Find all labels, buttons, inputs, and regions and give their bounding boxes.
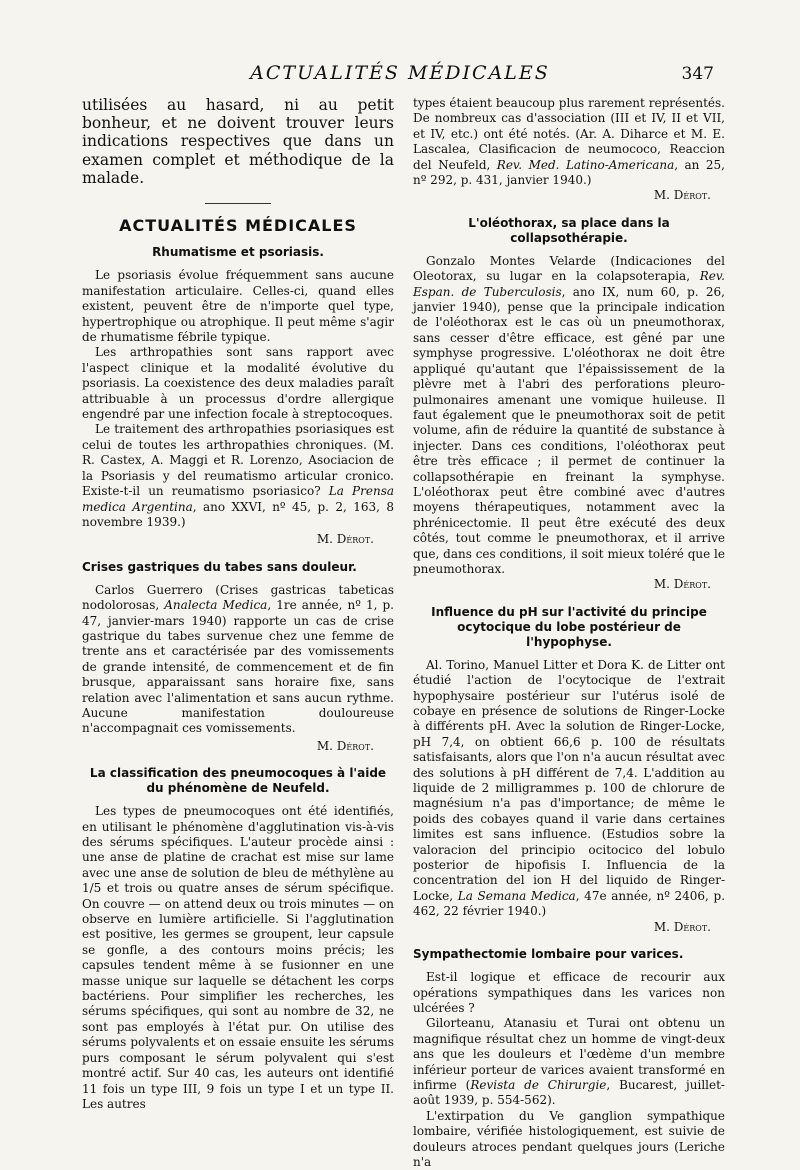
reference-text: , an 25, nº 292, p. 431, janvier 1940.) xyxy=(413,157,725,188)
signature: M. Dérot. xyxy=(316,738,374,753)
article-title-pneumocoques: La classification des pneumocoques à l'aide du phénomène de Neufeld. xyxy=(89,766,387,796)
lead-text: utilisées au hasard, ni au petit bonheur, et ne doivent trouver leurs indications respectives que dans un examen complet et méthodique de la malade. xyxy=(82,96,394,187)
article-paragraph xyxy=(413,658,725,920)
signature: M. Dérot. xyxy=(653,188,711,203)
paragraph-text: types étaient beaucoup plus rarement représentés. De nombreux cas d'association (III et IV, II et VII, et IV, etc.) ont été notés. (Ar. A. Diharce et M. E. Lascalea, Clasificacion de neumococo, Reaccion del Neufeld, xyxy=(413,96,725,172)
page-number: 347 xyxy=(681,64,714,84)
signature: M. Dérot. xyxy=(653,577,711,592)
article-title-oleothorax: L'oléothorax, sa place dans la collapsothérapie. xyxy=(468,215,670,245)
article-title-influence-ph: Influence du pH sur l'activité du principe ocytocique du lobe postérieur de l'hypophyse. xyxy=(431,604,707,649)
journal-name: Analecta Medica xyxy=(164,598,268,613)
article-paragraph: Les types de pneumocoques ont été identifiés, en utilisant le phénomène d'agglutination vis-à-vis des sérums spécifiques. L'auteur procède ainsi : une anse de platine de crachat est mise sur lame avec une anse de solution de bleu de méthylène au 1/5 et trois ou quatre anses de sérum spécifique. On couvre — on attend deux ou trois minutes — on observe en lumière artificielle. Si l'agglutination est positive, les germes se groupent, leur capsule se gonfle, a des contours moins précis; les capsules tendent même à se fusionner en une masse unique sur laquelle se détachent les corps bactériens. Pour simplifier les recherches, les sérums spécifiques, qui sont au nombre de 32, ne sont pas employés à l'état pur. On utilise des sérums polyvalents et on essaie ensuite les sérums purs composant le sérum polyvalent qui s'est montré actif. Sur 40 cas, les auteurs ont identifié 11 fois un type III, 9 fois un type I et un type II. Les autres xyxy=(82,804,394,1111)
journal-name: Rev. Espan. de Tuberculosis xyxy=(413,269,725,299)
running-head xyxy=(0,60,800,90)
section-title: ACTUALITÉS MÉDICALES xyxy=(119,216,357,236)
reference-text: , ano XXVI, nº 45, p. 2, 163, 8 novembre 1939.) xyxy=(82,499,394,529)
right-column xyxy=(413,96,725,1170)
reference-text: , Bucarest, juillet-août 1939, p. 554-562). xyxy=(413,1077,725,1108)
reference-text: , 47e année, nº 2406, p. 462, 22 février 1940.) xyxy=(413,888,726,919)
article-paragraph xyxy=(82,422,394,530)
paragraph-text: Carlos Guerrero (Crises gastricas tabeticas nodolorosas, xyxy=(82,582,394,613)
journal-name: La Prensa medica Argentina xyxy=(82,484,394,514)
article-paragraph: Le psoriasis évolue fréquemment sans aucune manifestation articulaire. Celles-ci, quand elles existent, peuvent être de n'importe quel type, hypertrophique ou atrophique. Il peut même s'agir de rhumatisme fébrile typique. xyxy=(82,268,394,345)
article-paragraph xyxy=(413,254,725,578)
reference-text: , ano IX, num 60, p. 26, janvier 1940), pense que la principale indication de l'oléothorax est le cas où un pneumothorax, sans cesser d'être efficace, est gêné par une symphyse progressive. L'oléothorax ne doit être appliqué qu'autant que l'épaississement de la plèvre met à l'abri des perforations pleuro-pulmonaires amenant une vomique huileuse. Il faut également que le pneumothorax soit de petit volume, afin de réduire la quantité de substance à injecter. Dans ces conditions, l'oléothorax peut être très efficace ; il permet de continuer la collapsothérapie en freinant la symphyse. L'oléothorax peut être combiné avec d'autres moyens thérapeutiques, notamment avec la phrénicectomie. Il peut être exécuté des deux côtés, tout comme le pneumothorax, et il arrive que, dans ces conditions, il soit mieux toléré que le pneumothorax. xyxy=(413,284,725,576)
paragraph-text: Gilorteanu, Atanasiu et Turai ont obtenu un magnifique résultat chez un homme de vingt-deux ans que les douleurs et l'œdème d'un membre inférieur porteur de varices avaient transformé en infirme ( xyxy=(413,1016,725,1092)
journal-name: Rev. Med. Latino-Americana xyxy=(496,157,675,172)
article-paragraph xyxy=(413,1016,725,1108)
signature: M. Dérot. xyxy=(653,919,711,934)
left-column xyxy=(82,96,394,1112)
article-paragraph-continued xyxy=(413,96,725,188)
article-title-rhumatisme: Rhumatisme et psoriasis. xyxy=(152,245,324,260)
article-paragraph xyxy=(82,583,394,737)
journal-name: Revista de Chirurgie xyxy=(470,1077,607,1092)
article-paragraph: Est-il logique et efficace de recourir aux opérations sympathiques dans les varices non ulcérées ? xyxy=(413,970,725,1015)
separator-rule xyxy=(205,203,271,204)
paragraph-text: Gonzalo Montes Velarde (Indicaciones del Oleotorax, su lugar en la colapsoterapia, xyxy=(413,253,725,284)
reference-text: , 1re année, nº 1, p. 47, janvier-mars 1940) rapporte un cas de crise gastrique du tabes survenue chez une femme de trente ans et caractérisée par des vomissements de grande intensité, de commencement et de fin brusque, apparaissant sans horaire fixe, sans relation avec l'alimentation et sans aucun rythme. Aucune manifestation douloureuse n'accompagnait ces vomissements. xyxy=(82,598,394,736)
journal-name: La Semana Medica xyxy=(457,888,576,903)
article-paragraph: L'extirpation du Ve ganglion sympathique lombaire, vérifiée histologiquement, est suivie de douleurs atroces pendant quelques jours (Leriche n'a xyxy=(413,1108,725,1169)
paragraph-text: Al. Torino, Manuel Litter et Dora K. de Litter ont étudié l'action de l'ocytocique de l'extrait hypophysaire postérieur sur l'utérus isolé de cobaye en présence de solutions de Ringer-Locke à différents pH. Avec la solution de Ringer-Locke, pH 7,4, on obtient 66,6 p. 100 de résultats satisfaisants, alors que l'on n'a aucun résultat avec des solutions à pH différent de 7,4. L'addition au liquide de 2 milligrammes p. 100 de chlorure de magnésium n'a pas d'importance; de même le poids des cobayes quand il varie dans certaines limites est sans influence. (Estudios sobre la valoracion del principio ocitocico del lobulo posterior de hipofisis I. Influencia de la concentration del ion H del liquido de Ringer-Locke, xyxy=(413,657,725,903)
running-title: ACTUALITÉS MÉDICALES xyxy=(250,62,550,84)
signature: M. Dérot. xyxy=(316,532,374,547)
article-title-crises-gastriques: Crises gastriques du tabes sans douleur. xyxy=(82,559,357,574)
article-paragraph: Les arthropathies sont sans rapport avec l'aspect clinique et la modalité évolutive du psoriasis. La coexistence des deux maladies paraît attribuable à un processus d'ordre allergique engendré par une infection focale à streptocoques. xyxy=(82,345,394,422)
paragraph-text: Le traitement des arthropathies psoriasiques est celui de toutes les arthropathies chroniques. (M. R. Castex, A. Maggi et R. Lorenzo, Asociacion de la Psoriasis y del reumatismo articular cronico. Existe-t-il un reumatismo psoriasico? xyxy=(82,422,394,499)
article-title-sympathectomie: Sympathectomie lombaire pour varices. xyxy=(413,947,684,962)
